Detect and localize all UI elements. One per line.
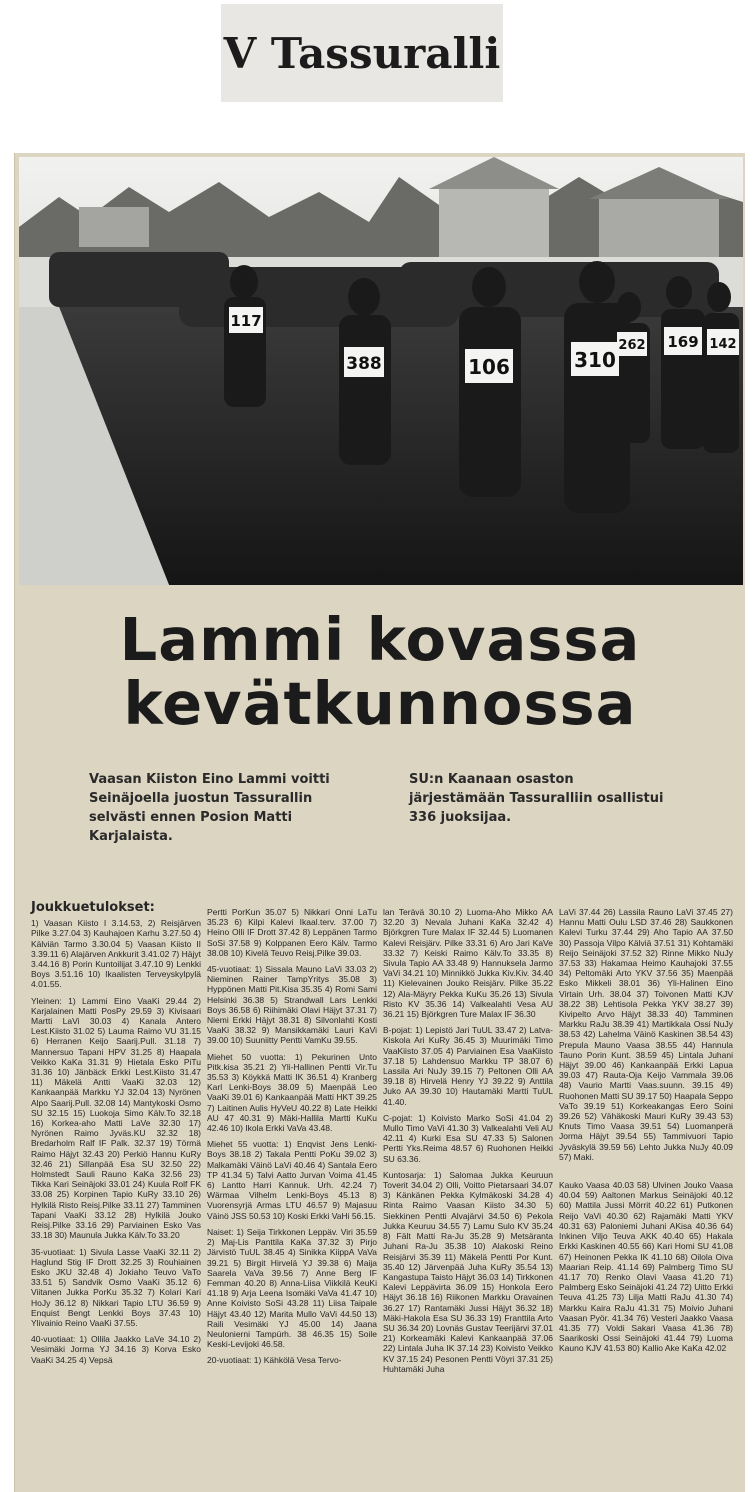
results-paragraph: C-pojat: 1) Koivisto Marko SoSi 41.04 2) Mullo Timo VaVi 41.30 3) Valkealahti Veli AU 42.11 4) Kurki Esa SU 47.33 5) Salonen Pertti Yks.Reima 48.57 6) Ruohonen Heikki SU 63.36. — [383, 1112, 553, 1164]
clipping-title-label: V Tassuralli — [221, 4, 503, 102]
results-paragraph: Kuntosarja: 1) Salomaa Jukka Keuruun Toverit 34.04 2) Olli, Voitto Pietarsaari 34.07 3) Känkänen Pekka Kylmäkoski 34.28 4) Rinta Raimo Vaasan Kiisto 34.30 5) Siekkinen Pentti Alvajärvi 34.50 6) Pekola Jukka Keuruu 34.55 7) Lamu Sulo KV 35.24 8) Fält Matti Ra-Ju 35.28 9) Metsäranta Juhani Ra-Ju 35.38 10) Alakoski Reino Reisjärvi 35.39 11) Mäkelä Pentti Por Kunt. 35.40 12) Järvenpää Juha KuRy 35.54 13) Kangastupa Taisto Häjyt 36.03 14) Tirkkonen Kalevi Leppävirta 36.09 15) Honkola Eero Häjyt 36.18 16) Riikonen Markku Oravainen 36.27 17) Rantamäki Jussi Häjyt 36.32 18) Mäki-Hakola Esa SU 36.33 19) Franttila Arto SU 36.34 20) Lovnäs Gustav Teerijärvi 37.01 21) Korkeamäki Kalevi Kankaanpää 37.06 22) Lintala Juha IK 37.14 23) Koivisto Veikko KV 37.15 24) Pesonen Pentti Vöyri 37.31 25) Huhtamäki Juha — [383, 1169, 553, 1374]
runner-bib: 117 — [230, 312, 262, 330]
results-paragraph: 45-vuotiaat: 1) Sissala Mauno LaVi 33.03 2) Nieminen Rainer TampYritys 35.08 3) Hyppönen Matti Pit.Kisa 35.35 4) Romi Sami Helsinki 36.38 5) Strandwall Lars Lenkki Boys 36.58 6) Riihimäki Olavi Häjyt 37.31 7) Niemi Erkki Häjyt 38.31 8) Silvonlahti Kosti VaaKi 38.32 9) Mansikkamäki Lauri KaVi 39.00 10) Suuniitty Pentti VamKu 39.55. — [207, 964, 377, 1046]
results-paragraph: Yleinen: 1) Lammi Eino VaaKi 29.44 2) Karjalainen Matti PosPy 29.59 3) Kivisaari Martti LaVi 30.03 4) Kanala Antero Lest.Kiisto 31.02 5) Lauma Raimo VU 31.15 6) Herranen Keijo Saarij.Pull. 31.18 7) Mannersuo Tapani HPV 31.25 8) Haapala Veikko KaKa 31.31 9) Hietala Esko PiTu 31.36 10) Jänbäck Erkki Lest.Kiisto 31.47 11) Mäkelä Antti VaaKi 32.03 12) Kankaanpää Markku YJ 32.04 13) Nyrönen Alpo Saarij.Pull. 32.08 14) Mantykoski Osmo SU 32.15 15) Luokoja Simo Kälv.To 32.18 16) Korkea-aho Matti LaVe 32.30 17) Nyrönen Raimo Jyväs.KU 32.32 18) Bredarholm Ralf IF Palk. 32.37 19) Törmä Raimo Häjyt 32.43 20) Perkiö Hannu KuRy 32.46 21) Sillanpää Esa SU 32.50 22) Holmstedt Sauli Rauno KaKa 32.56 23) Tikka Kari Seinäjoki 33.01 24) Kuula Rolf FK 33.08 25) Korpinen Tapio KuRy 33.10 26) Hylkilä Risto Reisj.Pilke 33.11 27) Tamminen Tapani VaaKi 33.12 28) Hylkilä Jouko Reisj.Pilke 33.16 29) Parviainen Esko Vas 33.18 30) Maunula Jukka Kälv.To 33.20 — [31, 995, 201, 1241]
results-paragraph: 35-vuotiaat: 1) Sivula Lasse VaaKi 32.11 2) Haglund Stig IF Drott 32.25 3) Rouhiainen Esko JKU 32.48 4) Jokiaho Teuvo VaTo 33.51 5) Sandvik Osmo VaaKi 35.12 6) Viitanen Jukka PorKu 35.32 7) Kolari Kari HoJy 36.12 8) Nikkari Tapio LTU 36.59 9) Enquist Bengt Lenkki Boys 37.43 10) Ylivainio Reino VaaKi 37.55. — [31, 1246, 201, 1328]
results-column-1 — [31, 900, 201, 1371]
results-paragraph: Naiset: 1) Seija Tirkkonen Leppäv. Viri 35.59 2) Maj-Lis Panttila KaKa 37.32 3) Pirjo Järvistö TuUL 38.45 4) Sinikka KiippA VaVa 39.21 5) Birgit Hirvelä YJ 39.38 6) Maija Saarela VaVa 39.56 7) Anne Berg IF Femman 40.20 8) Anna-Liisa Viikkilä KeuKi 41.18 9) Arja Leena Isomäki VaVa 41.47 10) Anne Koivisto SoSi 43.28 11) Liisa Taipale Häjyt 43.40 12) Marita Mullo VaVi 44.50 13) Raili Vesimäki YJ 45.00 14) Jaana Neulonierni Tampürh. 38 46.35 15) Soile Keski-Levijoki 46.58. — [207, 1226, 377, 1350]
runner-bib: 169 — [667, 333, 699, 351]
results-paragraph: Pertti PorKun 35.07 5) Nikkari Onni LaTu 35.23 6) Kilpi Kalevi Ikaal.terv. 37.00 7) Heino Olli IF Drott 37.42 8) Leppänen Tarmo SoSi 37.58 9) Kolppanen Eero Kälv. Tarmo 38.08 10) Kivelä Teuvo Reisj.Pilke 39.03. — [207, 907, 377, 958]
results-heading: Joukkuetulokset: — [31, 900, 155, 915]
newspaper-clipping — [14, 153, 745, 1492]
results-paragraph: 40-vuotiaat: 1) Ollila Jaakko LaVe 34.10 2) Vesimäki Jorma YJ 34.16 3) Korva Esko VaaKi 34.25 4) Vepsä — [31, 1334, 201, 1365]
results-paragraph: Miehet 50 vuotta: 1) Pekurinen Unto Pitk.kisa 35.21 2) Yli-Hallinen Pentti Vir.Tu 35.53 3) Köykkä Matti IK 36.51 4) Kranberg Karl Lenki-Boys 38.09 5) Maenpää Leo VaaKi 39.01 6) Kankaanpää Matti HKT 39.25 7) Laitinen Aulis HyVeU 40.22 8) Late Heikki AU 47 40.31 9) Mäki-Hallila Martti KuKu 42.46 10) Ikola Erkki VaVa 43.48. — [207, 1051, 377, 1134]
results-paragraph: Miehet 55 vuotta: 1) Enqvist Jens Lenki-Boys 38.18 2) Takala Pentti PoKu 39.02 3) Malkamäki Väinö LaVi 40.46 4) Santala Eero TP 41.34 5) Talvi Aatto Jurvan Voima 41.45 6) Lantto Harri Kannuk. Urh. 42.24 7) Wärmaa Vilhelm Lenki-Boys 45.13 8) Vuorensyrjä Armas LTU 46.57 9) Majasuu Väinö JSS 50.53 10) Koski Erkki VaHi 56.15. — [207, 1139, 377, 1221]
runner-bib: 106 — [468, 355, 510, 379]
results-paragraph: Kauko Vaasa 40.03 58) Ulvinen Jouko Vaasa 40.04 59) Aaltonen Markus Seinäjoki 40.12 60) Mattila Jussi Mörrit 40.22 61) Putkonen Reijo VaVi 40.30 62) Rajamäki Matti YKV 40.31 63) Paloniemi Juhani AKisa 40.36 64) Inkinen Viljo Teuva AKK 40.40 65) Hakala Erkki Kaskinen 40.55 66) Kari Homi SU 41.08 67) Heinonen Pekka IK 41.10 68) Oilola Oiva Maarian Reip. 41.14 69) Palmberg Timo SU 41.17 70) Renko Olavi Vaasa 41.20 71) Palmberg Esko Seinäjoki 41.24 72) Uitto Erkki Teuva 41.25 73) Lilja Matti RaJu 41.30 74) Markku Kaira RaJu 41.31 75) Moivio Juhani Vaasan Pyör. 41.34 76) Vesteri Jaakko Vaasa 41.35 77) Voldi Sakari Vaasa 41.36 78) Saarikoski Ossi Seinäjoki 41.44 79) Luoma Kauno KJV 41.53 80) Kallio Ake KaKa 42.02 — [559, 1180, 733, 1354]
results-paragraph: lan Terävä 30.10 2) Luoma-Aho Mikko AA 32.20 3) Nevala Juhani KaKa 32.42 4) Björkgren Ture Malax IF 32.44 5) Luomanen Kalevi Reisjärv. Pilke 33.31 6) Aro Jari KaVe 33.32 7) Keiski Raimo Kälv.To 33.35 8) Sivula Tapio AA 33.48 9) Hannuksela Jarmo VaVi 34.21 10) Minnikkö Jukka Kiv.Kiv. 34.40 11) Kielevainen Jouko Reisjärv. Pilke 35.22 12) Ala-Mäyry Pekka KuKu 35.26 13) Sivula Risto KV 35.36 14) Valkealahti Vesa AU 36.21 15) Björkgren Ture Malax IF 36.30 — [383, 907, 553, 1020]
runner-bib: 388 — [346, 354, 382, 374]
results-paragraph: 20-vuotiaat: 1) Kähkölä Vesa Tervo- — [207, 1355, 342, 1366]
runner-bib: 142 — [709, 337, 737, 352]
results-paragraph: 1) Vaasan Kiisto I 3.14.53, 2) Reisjärven Pilke 3.27.04 3) Kauhajoen Karhu 3.27.50 4) Kälviän Tarmo 3.30.04 5) Vaasan Kiisto II 3.39.11 6) Alajärven Ankkurit 3.41.02 7) Häjyt 3.44.16 8) Porin Kuntoilijat 3.47.10 9) Lenkki Boys 3.51.16 10) Ikaalisten Terveyskylpylä 4.01.55. — [31, 918, 201, 990]
runner-bib: 310 — [574, 348, 616, 372]
race-photo — [19, 157, 743, 585]
results-column-2 — [207, 907, 377, 1372]
results-paragraph: B-pojat: 1) Lepistö Jari TuUL 33.47 2) Latva-Kiskola Ari KuRy 36.45 3) Muurimäki Timo VaaKiisto 37.05 4) Parviainen Esa VaaKiisto 37.18 5) Lahdensuo Markku TP 38.07 6) Lassila Ari NuJy 39.15 7) Peltonen Olli AA 39.18 8) Hirvelä Henry YJ 39.22 9) Anttila Juko AA 39.30 10) Hautamäki Martti TuUL 41.40. — [383, 1025, 553, 1107]
runner-bib: 262 — [618, 338, 646, 353]
headline-line-1: Lammi kovassa — [119, 605, 641, 674]
results-column-3 — [383, 907, 553, 1380]
results-column-4 — [559, 907, 733, 1360]
headline-line-2: kevätkunnossa — [123, 669, 637, 738]
lead-paragraph-right: SU:n Kaanaan osaston järjestämään Tassuralliin osallistui 336 juoksijaa. — [409, 772, 664, 825]
lead-paragraph-left: Vaasan Kiiston Eino Lammi voitti Seinäjoella juostun Tassurallin selvästi ennen Posion Matti Karjalaista. — [89, 772, 330, 844]
article-headline — [15, 605, 745, 738]
results-paragraph: LaVi 37.44 26) Lassila Rauno LaVi 37.45 27) Hannu Matti Oulu LSD 37.46 28) Saukkonen Kalevi Turku 37.44 29) Aho Tapio AA 37.50 30) Passoja Vilpo Kälviä 37.51 31) Kohtamäki Reijo Seinäjoki 37.52 32) Rinne Mikko NuJy 37.53 33) Hakamaa Heimo Kauhajoki 37.55 34) Peltomäki Arto YKV 37.56 35) Maenpää Esko Mikkeli 38.01 36) Yli-Halinen Eino Virtain Urh. 38.04 37) Toivonen Matti KJV 38.22 38) Lehtisola Pekka YKV 38.27 39) Kivipelto Arvo Häjyt 38.33 40) Tamminen Markku RaJu 38.39 41) Martikkala Ossi NuJy 38.53 42) Lahelma Väinö Kaskinen 38.54 43) Prepula Mauno Vaasa 38.55 44) Hannula Tauno Porin Kunt. 38.59 45) Lintala Juhani Häjyt 39.00 46) Kankaanpää Erkki Lapua 39.03 47) Rauta-Oja Keijo Vammala 39.06 48) Vaurio Martti Vaas.suunn. 39.15 49) Ruohonen Matti SU 39.17 50) Haapala Seppo VaTo 39.19 51) Korkeakangas Eero Soini 39.26 52) Vähäkoski Mauri KuRy 39.43 53) Knuts Timo Vaasa 39.51 54) Luomanperä Jorma Häjyt 39.54 55) Tammivuori Tapio Jyväskylä 39.59 56) Lehto Jukka NuJy 40.09 57) Maki. — [559, 907, 733, 1162]
